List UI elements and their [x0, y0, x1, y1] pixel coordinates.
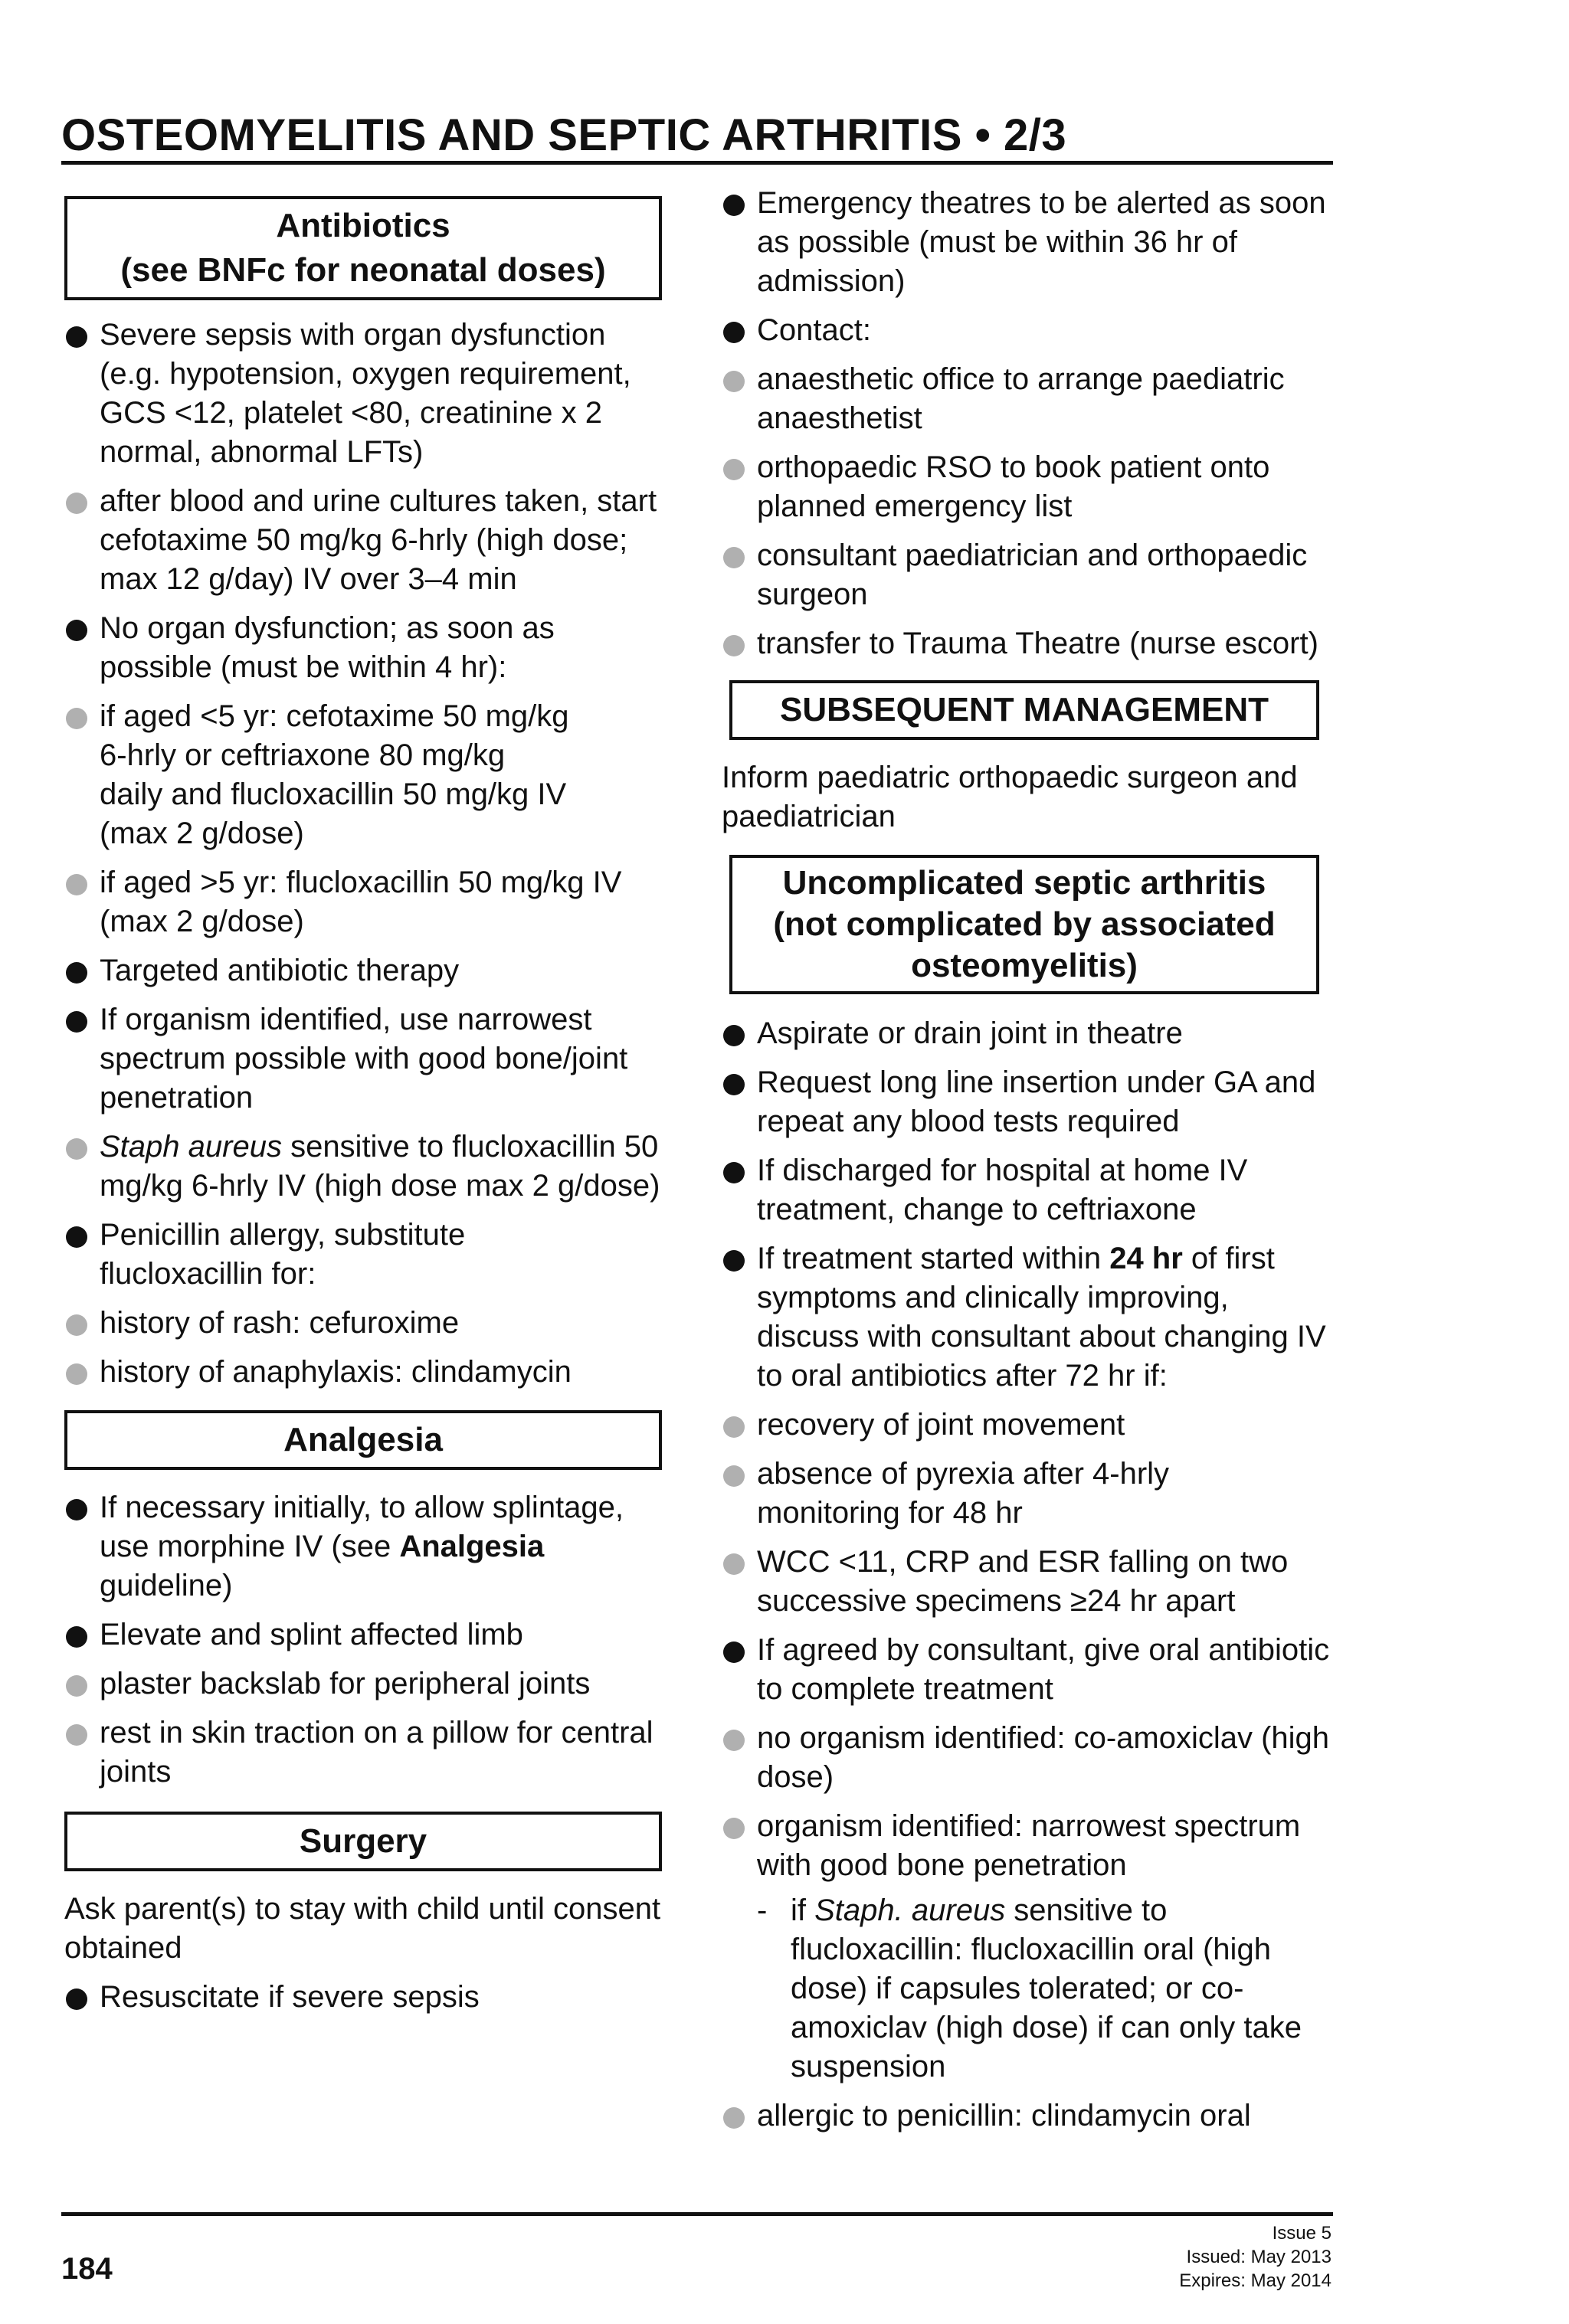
- bullet-icon: [723, 1162, 745, 1183]
- list-item: If organism identified, use narrowest spectrum possible with good bone/joint penetration: [64, 1000, 662, 1118]
- sub-bullet-icon: [723, 2107, 745, 2129]
- sub-bullet-icon: [66, 1138, 87, 1160]
- list-item: If agreed by consultant, give oral antibiotic to complete treatment: [722, 1631, 1335, 1709]
- bullet-icon: [66, 1499, 87, 1520]
- bullet-icon: [723, 1642, 745, 1663]
- list-item: rest in skin traction on a pillow for central joints: [64, 1714, 662, 1792]
- sub-bullet-icon: [723, 371, 745, 392]
- list-item: history of rash: cefuroxime: [64, 1304, 662, 1343]
- subsequent-management-heading: SUBSEQUENT MANAGEMENT: [779, 691, 1269, 728]
- list-item: WCC <11, CRP and ESR falling on two successive specimens ≥24 hr apart: [722, 1543, 1335, 1621]
- sub-bullet-icon: [723, 1553, 745, 1575]
- antibiotics-heading-box: [64, 196, 662, 300]
- sub-bullet-icon: [66, 708, 87, 729]
- sub-bullet-icon: [723, 547, 745, 568]
- bullet-icon: [66, 1011, 87, 1033]
- list-item: If necessary initially, to allow splintage, use morphine IV (see Analgesia guideline): [64, 1488, 662, 1606]
- list-item: Resuscitate if severe sepsis: [64, 1978, 662, 2017]
- bullet-icon: [66, 1988, 87, 2010]
- sub-bullet-icon: [723, 1818, 745, 1839]
- left-column: [64, 184, 662, 2017]
- paragraph: Ask parent(s) to stay with child until consent obtained: [64, 1892, 661, 1965]
- list-item: consultant paediatrician and orthopaedic surgeon: [722, 536, 1335, 614]
- sub-bullet-icon: [723, 1416, 745, 1438]
- dash-marker: -: [757, 1894, 768, 1927]
- list-item: recovery of joint movement: [722, 1406, 1335, 1445]
- list-item: Aspirate or drain joint in theatre: [722, 1014, 1335, 1053]
- sub-bullet-icon: [723, 1730, 745, 1751]
- page-number: 184: [61, 2252, 113, 2286]
- bullet-icon: [66, 620, 87, 641]
- list-item: plaster backslab for peripheral joints: [64, 1664, 662, 1704]
- antibiotics-list: [64, 316, 662, 1392]
- list-item: organism identified: narrowest spectrum with good bone penetration: [722, 1807, 1335, 1885]
- subsequent-management-heading-box: [729, 680, 1319, 740]
- list-item: transfer to Trauma Theatre (nurse escort): [722, 624, 1335, 663]
- list-item: Penicillin allergy, substitute flucloxacillin for:: [64, 1216, 559, 1294]
- list-item: if aged <5 yr: cefotaxime 50 mg/kg 6-hrly or ceftriaxone 80 mg/kg daily and flucloxacillin 50 mg/kg IV (max 2 g/dose): [64, 697, 575, 853]
- issue-number: Issue 5: [1272, 2223, 1332, 2244]
- analgesia-heading-box: [64, 1410, 662, 1470]
- sub-bullet-icon: [66, 874, 87, 895]
- theatre-list: [722, 184, 1335, 663]
- uncomplicated-heading: Uncomplicated septic arthritis: [782, 864, 1266, 902]
- bullet-icon: [66, 1226, 87, 1248]
- list-item: If treatment started within 24 hr of first symptoms and clinically improving, discuss with consultant about changing IV to oral antibiotics after 72 hr if:: [722, 1239, 1335, 1396]
- right-column: [722, 184, 1335, 2136]
- analgesia-heading: Analgesia: [283, 1421, 443, 1458]
- antibiotics-heading: Antibiotics: [276, 207, 450, 244]
- analgesia-list: [64, 1488, 662, 1792]
- list-item: history of anaphylaxis: clindamycin: [64, 1353, 662, 1392]
- list-item: orthopaedic RSO to book patient onto planned emergency list: [722, 448, 1335, 526]
- list-item: allergic to penicillin: clindamycin oral: [722, 2097, 1335, 2136]
- sub-bullet-icon: [723, 1465, 745, 1487]
- list-item: Emergency theatres to be alerted as soon as possible (must be within 36 hr of admission): [722, 184, 1335, 301]
- sub-bullet-icon: [66, 1675, 87, 1697]
- list-item: absence of pyrexia after 4-hrly monitoring for 48 hr: [722, 1455, 1247, 1533]
- issue-info: [1179, 2221, 1332, 2293]
- title-rule: [61, 161, 1333, 165]
- uncomplicated-heading-box: Uncomplicated septic arthritis (not complicated by associated osteomyelitis): [729, 855, 1319, 994]
- footer-rule: [61, 2212, 1333, 2216]
- list-item: Severe sepsis with organ dysfunction (e.g. hypotension, oxygen requirement, GCS <12, platelet <80, creatinine x 2 normal, abnormal LFTs): [64, 316, 662, 472]
- list-item: Elevate and splint affected limb: [64, 1615, 662, 1655]
- bullet-icon: [66, 962, 87, 984]
- bullet-icon: [723, 1250, 745, 1272]
- surgery-heading: Surgery: [299, 1822, 427, 1860]
- bullet-icon: [723, 195, 745, 216]
- paragraph: Inform paediatric orthopaedic surgeon and paediatrician: [722, 761, 1298, 833]
- surgery-section: [64, 1890, 662, 2017]
- sub-bullet-icon: [66, 1314, 87, 1336]
- page-title: OSTEOMYELITIS AND SEPTIC ARTHRITIS • 2/3: [61, 110, 1067, 160]
- sub-bullet-icon: [723, 635, 745, 656]
- sub-bullet-icon: [723, 459, 745, 480]
- bullet-icon: [723, 1025, 745, 1046]
- list-item: Targeted antibiotic therapy: [64, 951, 662, 990]
- sub-bullet-icon: [66, 1363, 87, 1385]
- bullet-icon: [723, 322, 745, 343]
- list-item: No organ dysfunction; as soon as possible (must be within 4 hr):: [64, 609, 662, 687]
- list-item: Staph aureus sensitive to flucloxacillin 50 mg/kg 6-hrly IV (high dose max 2 g/dose): [64, 1128, 662, 1206]
- list-item: Request long line insertion under GA and repeat any blood tests required: [722, 1063, 1335, 1141]
- list-item: If discharged for hospital at home IV treatment, change to ceftriaxone: [722, 1151, 1335, 1229]
- issued-date: Issued: May 2013: [1186, 2247, 1332, 2267]
- list-item: Contact:: [722, 311, 1335, 350]
- bullet-icon: [723, 1074, 745, 1095]
- list-item: if aged >5 yr: flucloxacillin 50 mg/kg IV (max 2 g/dose): [64, 863, 662, 941]
- antibiotics-subheading: (see BNFc for neonatal doses): [120, 251, 606, 289]
- uncomplicated-list: [722, 1014, 1335, 2136]
- bullet-icon: [66, 326, 87, 348]
- sub-bullet-icon: [66, 493, 87, 514]
- list-item: after blood and urine cultures taken, start cefotaxime 50 mg/kg 6-hrly (high dose; max 12 g/day) IV over 3–4 min: [64, 482, 662, 599]
- expiry-date: Expires: May 2014: [1179, 2270, 1332, 2291]
- bullet-icon: [66, 1626, 87, 1648]
- sub-bullet-icon: [66, 1724, 87, 1746]
- list-item: no organism identified: co-amoxiclav (high dose): [722, 1719, 1335, 1797]
- list-item: anaesthetic office to arrange paediatric anaesthetist: [722, 360, 1335, 438]
- list-item: - if Staph. aureus sensitive to flucloxacillin: flucloxacillin oral (high dose) if capsules tolerated; or co-amoxiclav (high dose) if can only take suspension: [722, 1891, 1327, 2087]
- surgery-heading-box: [64, 1812, 662, 1871]
